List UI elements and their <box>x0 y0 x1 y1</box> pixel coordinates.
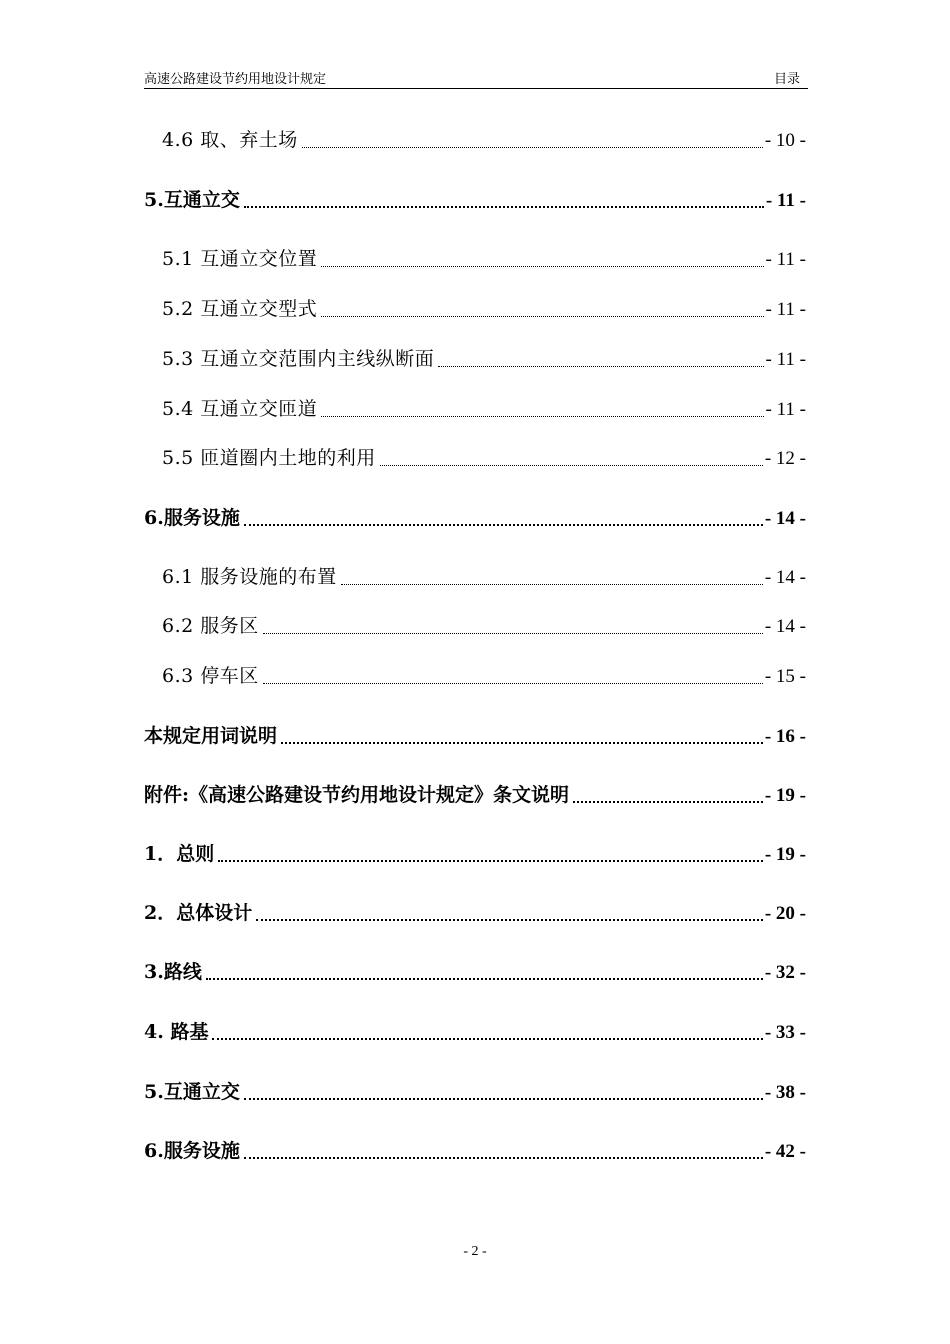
footer-page-number: - 2 - <box>463 1244 487 1259</box>
toc-row[interactable] <box>0 245 950 273</box>
toc-row[interactable] <box>0 1137 950 1165</box>
toc-page-number: - 38 - <box>764 1082 806 1103</box>
toc-title: 5.3 互通立交范围内主线纵断面 <box>162 348 435 370</box>
dot-leader <box>438 365 763 367</box>
dot-leader <box>341 583 763 585</box>
toc-row[interactable] <box>0 1018 950 1046</box>
toc-title: 5.互通立交 <box>144 189 240 211</box>
toc-row[interactable] <box>0 612 950 640</box>
toc-row[interactable] <box>0 563 950 591</box>
toc-entry[interactable] <box>162 395 806 424</box>
toc-row[interactable] <box>0 395 950 423</box>
toc-title: 6.服务设施 <box>144 1140 240 1162</box>
dot-leader <box>321 265 763 267</box>
toc-page-number: - 11 - <box>765 299 806 320</box>
toc-page-number: - 11 - <box>765 190 806 211</box>
dot-leader <box>302 146 763 148</box>
toc-title: 5.2 互通立交型式 <box>162 298 318 320</box>
toc-row[interactable] <box>0 1078 950 1106</box>
document-title: 高速公路建设节约用地设计规定 <box>144 72 327 87</box>
toc-title: 5.互通立交 <box>144 1081 240 1103</box>
toc-page-number: - 14 - <box>764 508 806 529</box>
dot-leader <box>321 415 763 417</box>
toc-page-number: - 15 - <box>764 666 806 687</box>
toc-entry[interactable] <box>162 612 806 641</box>
toc-title: 1．总则 <box>144 843 215 865</box>
toc-entry[interactable] <box>162 245 806 274</box>
toc-row[interactable] <box>0 899 950 927</box>
toc-entry[interactable] <box>144 899 806 928</box>
toc-entry[interactable] <box>162 126 806 155</box>
toc-page-number: - 11 - <box>765 249 806 270</box>
toc-entry[interactable] <box>144 1078 806 1107</box>
toc-title: 4.6 取、弃土场 <box>162 129 298 151</box>
toc-title: 6.1 服务设施的布置 <box>162 566 337 588</box>
dot-leader <box>263 632 763 634</box>
toc-page-number: - 33 - <box>764 1022 806 1043</box>
toc-row[interactable] <box>0 126 950 154</box>
toc-row[interactable] <box>0 504 950 532</box>
toc-title: 本规定用词说明 <box>144 725 278 747</box>
dot-leader <box>244 1156 763 1159</box>
toc-row[interactable] <box>0 840 950 868</box>
toc-title: 2．总体设计 <box>144 902 253 924</box>
toc-row[interactable] <box>0 345 950 373</box>
dot-leader <box>263 682 763 684</box>
toc-entry[interactable] <box>144 504 806 533</box>
toc-title: 6.3 停车区 <box>162 665 259 687</box>
toc-page-number: - 11 - <box>765 399 806 420</box>
toc-title: 6.服务设施 <box>144 507 240 529</box>
toc-row[interactable] <box>0 444 950 472</box>
toc-entry[interactable] <box>162 444 806 473</box>
toc-title: 5.4 互通立交匝道 <box>162 398 318 420</box>
toc-page-number: - 20 - <box>764 903 806 924</box>
toc-title: 5.5 匝道圈内土地的利用 <box>162 447 376 469</box>
toc-entry[interactable] <box>162 345 806 374</box>
toc-title: 4. 路基 <box>144 1021 209 1043</box>
toc-row[interactable] <box>0 662 950 690</box>
dot-leader <box>281 741 763 744</box>
dot-leader <box>206 977 763 980</box>
toc-row[interactable] <box>0 722 950 750</box>
toc-entry[interactable] <box>162 295 806 324</box>
dot-leader <box>212 1037 762 1040</box>
toc-entry[interactable] <box>162 563 806 592</box>
dot-leader <box>321 315 763 317</box>
dot-leader <box>244 523 763 526</box>
toc-title: 5.1 互通立交位置 <box>162 248 318 270</box>
toc-entry[interactable] <box>144 1137 806 1166</box>
dot-leader <box>573 800 763 803</box>
toc-title: 3.路线 <box>144 961 202 983</box>
toc-entry[interactable] <box>144 722 806 751</box>
toc-page-number: - 42 - <box>764 1141 806 1162</box>
toc-page-number: - 14 - <box>764 616 806 637</box>
toc-entry[interactable] <box>162 662 806 691</box>
toc-page-number: - 16 - <box>764 726 806 747</box>
dot-leader <box>244 1097 763 1100</box>
toc-entry[interactable] <box>144 781 806 810</box>
dot-leader <box>256 918 763 921</box>
toc-entry[interactable] <box>144 1018 806 1047</box>
toc-entry[interactable] <box>144 186 806 215</box>
toc-row[interactable] <box>0 295 950 323</box>
dot-leader <box>380 464 763 466</box>
toc-entry[interactable] <box>144 958 806 987</box>
toc-page-number: - 19 - <box>764 785 806 806</box>
toc-title: 附件:《高速公路建设节约用地设计规定》条文说明 <box>144 784 570 806</box>
toc-page-number: - 19 - <box>764 844 806 865</box>
toc-page-number: - 32 - <box>764 962 806 983</box>
dot-leader <box>244 205 764 208</box>
toc-row[interactable] <box>0 958 950 986</box>
toc-entry[interactable] <box>144 840 806 869</box>
toc-page-number: - 12 - <box>764 448 806 469</box>
toc-page-number: - 11 - <box>765 349 806 370</box>
section-title: 目录 <box>773 72 800 87</box>
toc-title: 6.2 服务区 <box>162 615 259 637</box>
toc-page-number: - 10 - <box>764 130 806 151</box>
dot-leader <box>218 859 763 862</box>
toc-row[interactable] <box>0 781 950 809</box>
toc-page-number: - 14 - <box>764 567 806 588</box>
toc-row[interactable] <box>0 186 950 214</box>
